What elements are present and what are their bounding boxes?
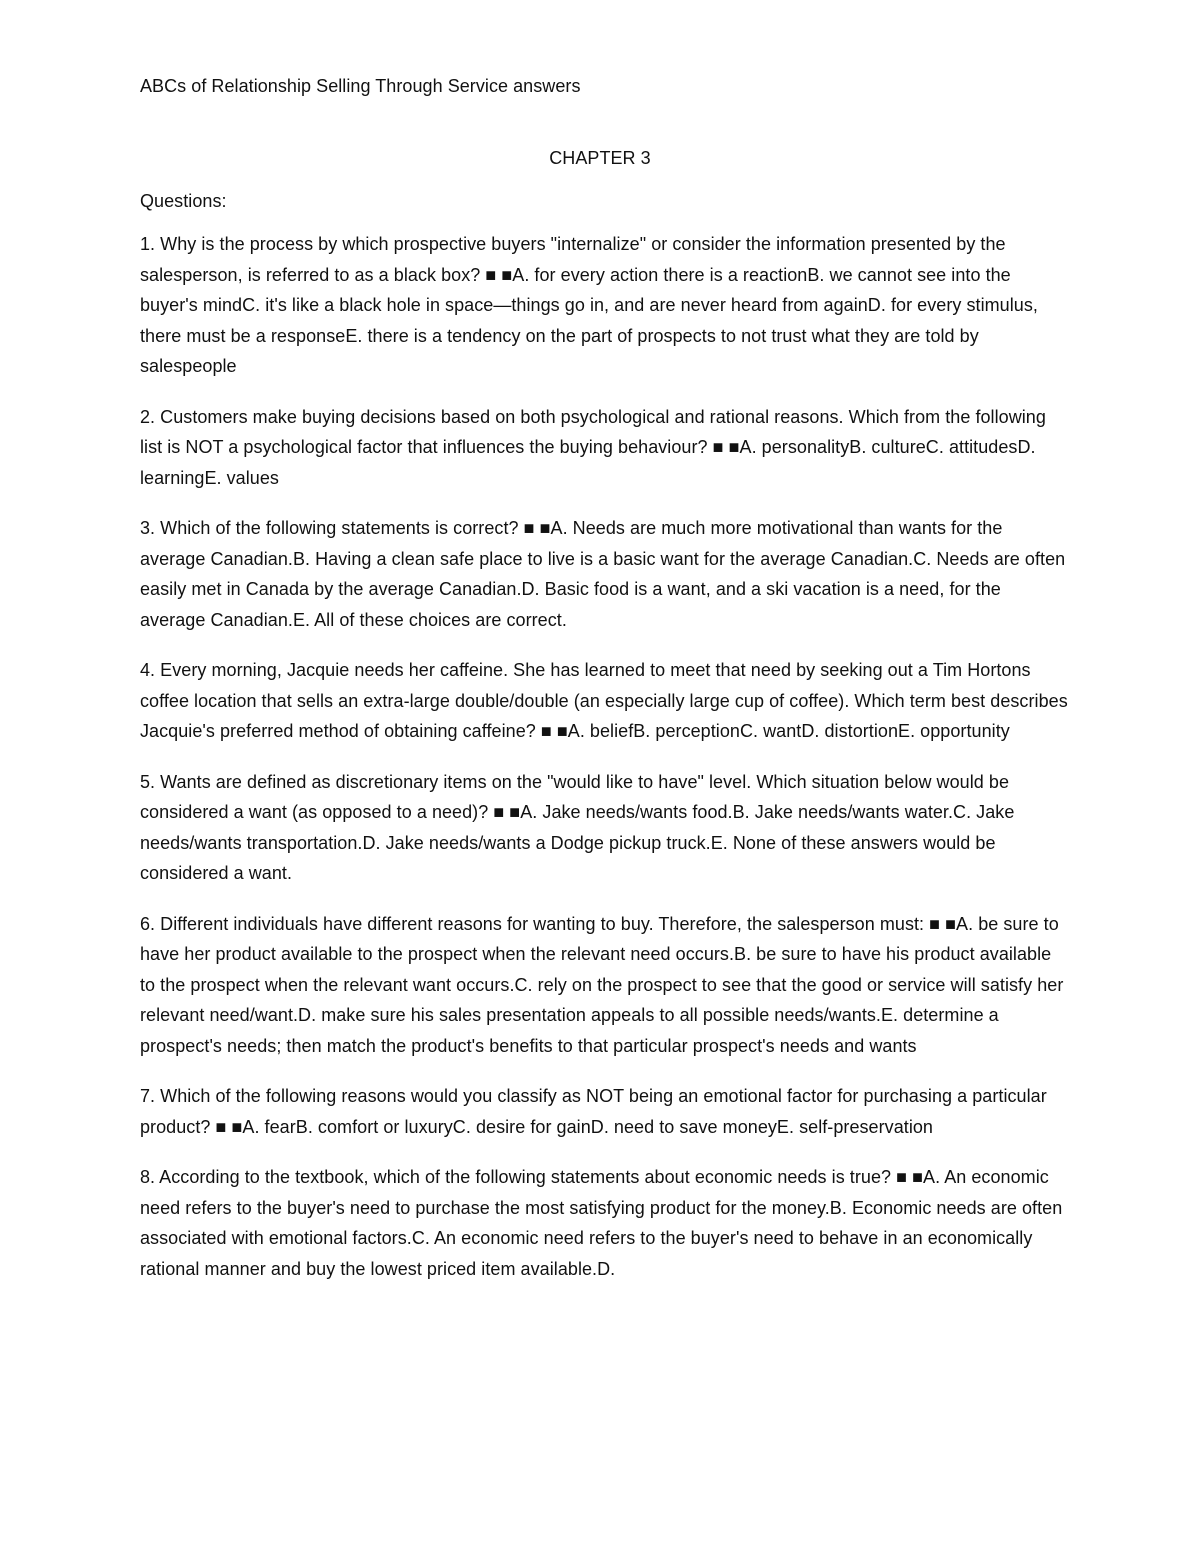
question-3: 3. Which of the following statements is correct? ■ ■A. Needs are much more motivational than wants for the average Canadian.B. Having a clean safe place to live is a basic want for the average Canadian.C. Needs are often easily met in Canada by the average Canadian.D. Basic food is a want, and a ski vacation is a need, for the average Canadian.E. All of these choices are correct. <box>140 518 1066 630</box>
questions-label: Questions: <box>140 191 227 211</box>
question-5: 5. Wants are defined as discretionary items on the "would like to have" level. Which situation below would be considered a want (as opposed to a need)? ■ ■A. Jake needs/wants food.B. Jake needs/wants water.C. Jake needs/wants transportation.D. Jake needs/wants a Dodge pickup truck.E. None of these answers would be considered a want. <box>140 771 1015 883</box>
question-2: 2. Customers make buying decisions based on both psychological and rational reasons. Which from the following list is NOT a psychological factor that influences the buying behaviour? ■ ■A. personalityB. cultureC. attitudesD. learningE. values <box>140 406 1046 488</box>
question-6: 6. Different individuals have different reasons for wanting to buy. Therefore, the salesperson must: ■ ■A. be sure to have her product available to the prospect when the relevant need occurs.B. be sure to have his product available to the prospect when the relevant want occurs.C. rely on the prospect to see that the good or service will satisfy her relevant need/want.D. make sure his sales presentation appeals to all possible needs/wants.E. determine a prospect's needs; then match the product's benefits to that particular prospect's needs and wants <box>140 913 1064 1056</box>
question-7: 7. Which of the following reasons would you classify as NOT being an emotional factor for purchasing a particular product? ■ ■A. fearB. comfort or luxuryC. desire for gainD. need to save moneyE. self-preservation <box>140 1086 1047 1137</box>
question-8: 8. According to the textbook, which of the following statements about economic needs is true? ■ ■A. An economic need refers to the buyer's need to purchase the most satisfying product for the money.B. Economic needs are often associated with emotional factors.C. An economic need refers to the buyer's need to behave in an economically rational manner and buy the lowest priced item available.D. <box>140 1167 1063 1279</box>
question-list <box>140 229 1068 1304</box>
document-title: ABCs of Relationship Selling Through Service answers <box>140 76 581 96</box>
question-4: 4. Every morning, Jacquie needs her caffeine. She has learned to meet that need by seeking out a Tim Hortons coffee location that sells an extra-large double/double (an especially large cup of coffee). Which term best describes Jacquie's preferred method of obtaining caffeine? ■ ■A. beliefB. perceptionC. wantD. distortionE. opportunity <box>140 660 1068 741</box>
chapter-heading: CHAPTER 3 <box>549 148 651 168</box>
question-1: 1. Why is the process by which prospective buyers "internalize" or consider the information presented by the salesperson, is referred to as a black box? ■ ■A. for every action there is a reactionB. we cannot see into the buyer's mindC. it's like a black hole in space—things go in, and are never heard from againD. for every stimulus, there must be a responseE. there is a tendency on the part of prospects to not trust what they are told by salespeople <box>140 234 1038 376</box>
